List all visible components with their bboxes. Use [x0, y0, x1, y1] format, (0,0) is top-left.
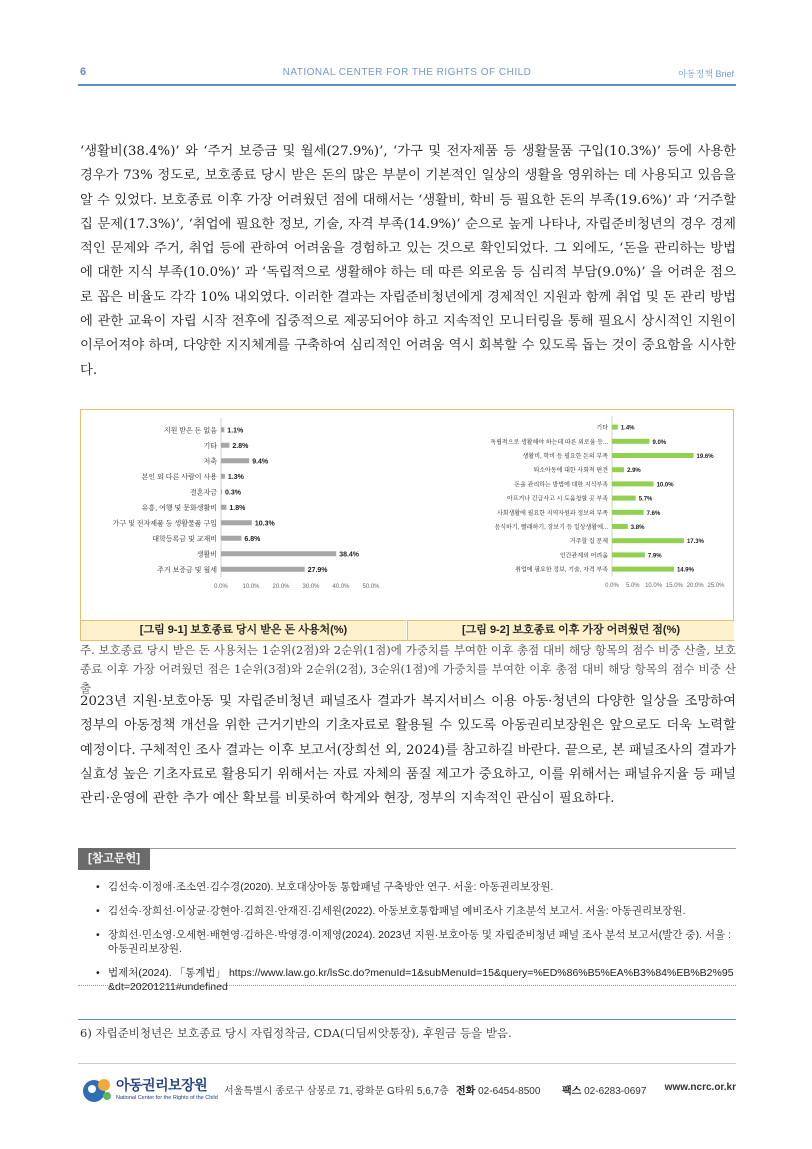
bar — [612, 510, 644, 515]
data-label: 17.3% — [686, 539, 704, 546]
bar — [221, 520, 252, 525]
tick-label: 10.0% — [645, 583, 663, 590]
tick-label: 5.0% — [625, 583, 640, 590]
category-label: 지원 받은 돈 없음 — [163, 427, 217, 435]
category-label: 인간관계의 어려움 — [559, 553, 608, 560]
category-label: 기타 — [596, 425, 608, 432]
category-label: 생활비, 학비 등 필요한 돈의 부족 — [522, 454, 608, 460]
org-name: 아동권리보장원 — [116, 1077, 208, 1093]
reference-item: • 김선숙·장희선·이상균·강현아·김희진·안재진·김세원(2022). 아동보호통합패널 예비조사 기초분석 보고서. 서울: 아동권리보장원. — [96, 905, 686, 917]
category-label: 사회생활에 필요한 지역자원과 정보의 부족 — [497, 510, 608, 517]
figure-caption-1: [그림 9-1] 보호종료 당시 받은 돈 사용처(%) — [81, 620, 406, 640]
category-label: 유흥, 여행 및 문화생활비 — [141, 504, 217, 512]
references-top-rule — [78, 848, 736, 849]
bar — [221, 443, 229, 448]
bar — [612, 538, 684, 543]
bar — [221, 427, 224, 432]
category-label: 기타 — [203, 442, 217, 450]
data-label: 2.8% — [232, 442, 249, 450]
category-label: 대학등록금 및 교재비 — [152, 535, 217, 543]
bar — [221, 458, 249, 463]
bar — [612, 425, 618, 430]
bar — [612, 567, 674, 572]
tick-label: 10.0% — [242, 584, 260, 590]
bar — [612, 496, 636, 501]
org-address: 서울특별시 종로구 삼봉로 71, 광화문 G타워 5,6,7층 — [224, 1086, 449, 1097]
category-label: 가구 및 전자제품 등 생활물품 구입 — [112, 520, 217, 528]
bar — [221, 536, 241, 541]
data-label: 1.1% — [227, 427, 244, 435]
tick-label: 20.0% — [272, 584, 290, 590]
bar — [221, 567, 305, 572]
tick-label: 0.0% — [214, 584, 228, 590]
reference-item: • 법제처(2024). 「통계법」 https://www.law.go.kr/lsSc.do?menuId=1&subMenuId=15&query=%ED%86%B5%EA%B3%84%EB%B2%95&dt=20201211#undefined — [96, 967, 734, 993]
header-title: NATIONAL CENTER FOR THE RIGHTS OF CHILD — [282, 67, 532, 78]
data-label: 10.3% — [254, 520, 275, 528]
bar — [612, 467, 624, 472]
category-label: 돈을 관리하는 방법에 대한 지식부족 — [514, 482, 608, 489]
org-fax: 팩스 02-6283-0697 — [562, 1086, 647, 1097]
header-brief-label: 아동정책 Brief — [678, 69, 734, 79]
reference-item: • 장희선·민소영·오세현·배현영·김하은·박영경·이제영(2024). 2023년 지원·보호아동 및 자립준비청년 패널 조사 분석 보고서(발간 중). 서울 : 아동권리보장원. — [96, 929, 732, 955]
category-label: 퇴소아동에 대한 사회적 편견 — [533, 468, 608, 475]
category-label: 주거 보증금 및 월세 — [157, 566, 217, 574]
data-label: 1.3% — [227, 473, 244, 481]
category-label: 저축 — [203, 458, 217, 466]
bar — [612, 453, 694, 458]
category-label: 본인 외 다른 사람이 사용 — [141, 473, 217, 481]
references-box — [78, 848, 736, 993]
figure-panel — [80, 409, 734, 641]
category-label: 결혼자금 — [189, 489, 217, 497]
category-label: 거주할 집 문제 — [569, 539, 608, 546]
data-label: 1.8% — [229, 504, 246, 512]
data-label: 9.4% — [252, 458, 269, 466]
page-footer — [78, 1063, 736, 1110]
footnote: 6) 자립준비청년은 보호종료 당시 자립정착금, CDA(디딤씨앗통장), 후원금 등을 받음. — [80, 1026, 512, 1040]
figure-note: 주. 보호종료 당시 받은 돈 사용처는 1순위(2점)와 2순위(1점)에 가중치를 부여한 이후 총점 대비 해당 항목의 점수 비중 산출, 보호종료 이후 가장 어려웠던 점은 1순위(3점)와 2순위(2점), 3순위(1점)에 가중치를 부여한 이후 총점 대비 해당 항목의 점수 비중 산출 — [80, 643, 736, 695]
org-phone: 전화 02-6454-8500 — [456, 1086, 541, 1097]
tick-label: 0.0% — [605, 583, 619, 590]
data-label: 6.8% — [244, 535, 261, 543]
bar — [221, 551, 336, 556]
org-logo-icon — [82, 1076, 114, 1104]
data-label: 19.6% — [696, 454, 714, 460]
org-subtitle: National Center for the Rights of the Child — [116, 1095, 218, 1101]
figure-caption-2: [그림 9-2] 보호종료 이후 가장 어려웠던 점(%) — [407, 620, 734, 640]
data-label: 38.4% — [339, 551, 360, 559]
bar — [612, 439, 649, 444]
tick-label: 40.0% — [332, 584, 350, 590]
bar — [221, 474, 225, 479]
tick-label: 20.0% — [686, 583, 704, 590]
category-label: 음식하기, 빨래하기, 장보기 등 일상생활에... — [494, 525, 608, 531]
data-label: 27.9% — [307, 566, 328, 574]
chart-difficulties — [408, 410, 734, 620]
category-label: 취업에 필요한 정보, 기술, 자격 부족 — [515, 567, 608, 574]
category-label: 아프거나 긴급사고 시 도움청할 곳 부족 — [506, 496, 608, 503]
footnote-rule — [78, 1019, 736, 1020]
data-label: 9.0% — [652, 439, 667, 446]
data-label: 10.0% — [656, 482, 674, 489]
page-header — [78, 60, 736, 86]
tick-label: 25.0% — [707, 583, 725, 590]
tick-label: 15.0% — [665, 583, 683, 590]
category-label: 독립적으로 생활해야 하는데 따른 외로움 등... — [490, 439, 608, 446]
data-label: 1.4% — [620, 425, 635, 432]
body-paragraph-2: 2023년 지원·보호아동 및 자립준비청년 패널조사 결과가 복지서비스 이용 아동·청년의 다양한 일상을 조망하여 정부의 아동정책 개선을 위한 근거기반의 기초자료로 활용될 수 있도록 아동권리보장원은 앞으로도 더욱 노력할 예정이다. 구체적인 조사 결과는 이후 보고서(장희선 외, 2024)를 참고하길 바란다. 끝으로, 본 패널조사의 결과가 실효성 높은 기초자료로 활용되기 위해서는 자료 자체의 품질 제고가 중요하고, 이를 위해서는 패널유지율 등 패널 관리·운영에 관한 추가 예산 확보를 비롯하여 학계와 현장, 정부의 지속적인 관심이 필요하다. — [80, 694, 736, 807]
references-heading: [참고문헌] — [78, 848, 150, 870]
tick-label: 30.0% — [302, 584, 320, 590]
bar — [221, 489, 222, 494]
data-label: 0.3% — [225, 489, 241, 497]
reference-item: • 김선숙·이정애·조소연·김수경(2020). 보호대상아동 통합패널 구축방안 연구. 서울: 아동권리보장원. — [96, 881, 554, 893]
data-label: 14.9% — [676, 567, 694, 574]
org-website[interactable]: www.ncrc.or.kr — [664, 1082, 736, 1093]
tick-label: 50.0% — [362, 584, 380, 590]
data-label: 7.6% — [646, 510, 661, 517]
references-bottom-rule — [78, 985, 736, 986]
data-label: 5.7% — [638, 496, 653, 503]
bar — [612, 552, 645, 557]
body-paragraph-1: ‘생활비(38.4%)’ 와 ‘주거 보증금 및 월세(27.9%)’, ‘가구 및 전자제품 등 생활물품 구입(10.3%)’ 등에 사용한 경우가 73% 정도로, 보호종료 당시 받은 돈의 많은 부분이 기본적인 일상의 생활을 영위하는 데 사용되고 있음을 알 수 있었다. 보호종료 이후 가장 어려웠던 점에 대해서는 ‘생활비, 학비 등 필요한 돈의 부족(19.6%)’ 과 ‘거주할 집 문제(17.3%)’, ‘취업에 필요한 정보, 기술, 자격 부족(14.9%)’ 순으로 높게 나타나, 자립준비청년의 경우 경제적인 문제와 주거, 취업 등에 관하여 어려움을 경험하고 있는 것으로 확인되었다. 그 외에도, ‘돈을 관리하는 방법에 대한 지식 부족(10.0%)’ 과 ‘독립적으로 생활해야 하는 데 따른 외로움 등 심리적 부담(9.0%)’ 을 어려운 점으로 꼽은 비율도 각각 10% 내외였다. 이러한 결과는 자립준비청년에게 경제적인 지원과 함께 취업 및 돈 관리 방법에 관한 교육이 자립 시작 전후에 집중적으로 제공되어야 하고 지속적인 모니터링을 통해 필요시 상시적인 지원이 이루어져야 하며, 다양한 지지체계를 구축하여 심리적인 어려움 역시 회복할 수 있도록 돕는 것이 중요함을 시사한다. — [80, 144, 736, 378]
bar — [612, 524, 628, 529]
data-label: 2.9% — [627, 468, 641, 475]
page-number: 6 — [80, 66, 87, 78]
bar — [221, 505, 226, 510]
data-label: 7.9% — [647, 553, 662, 560]
data-label: 3.8% — [630, 525, 645, 531]
chart-fund-usage — [81, 410, 407, 620]
category-label: 생활비 — [196, 551, 217, 559]
bar — [612, 481, 654, 486]
